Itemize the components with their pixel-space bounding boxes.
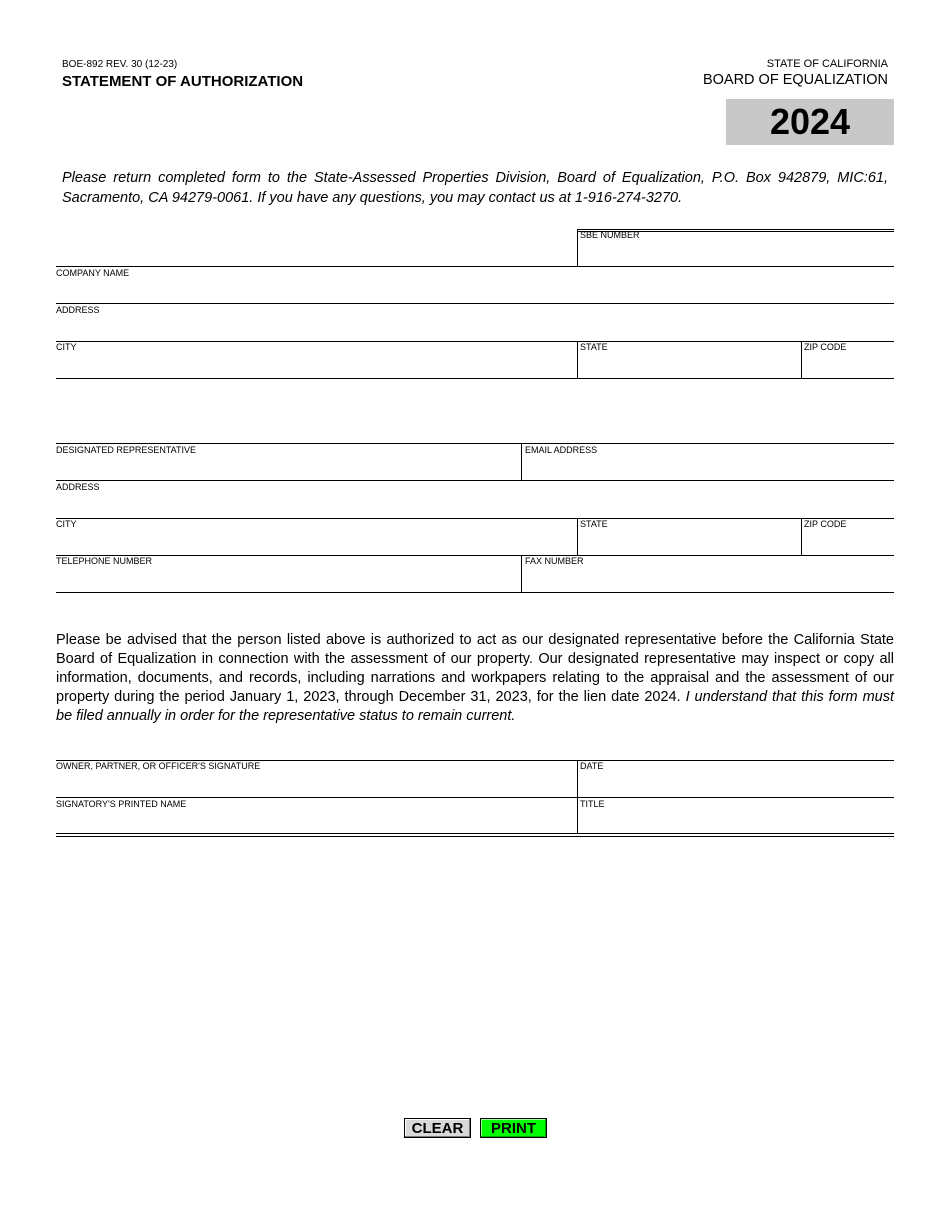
- form-number: BOE-892 REV. 30 (12-23): [62, 59, 178, 70]
- divider: [56, 518, 894, 519]
- date-label: DATE: [580, 761, 604, 771]
- designated-representative-input[interactable]: [56, 420, 894, 440]
- divider: [56, 303, 894, 304]
- company-zip-input[interactable]: [804, 355, 894, 375]
- divider: [56, 833, 894, 834]
- company-address-label: ADDRESS: [56, 305, 100, 315]
- print-button[interactable]: PRINT: [480, 1118, 547, 1138]
- divider: [56, 555, 894, 556]
- fax-input[interactable]: [525, 569, 894, 589]
- representative-address-line2-input[interactable]: [56, 495, 894, 515]
- company-state-input[interactable]: [580, 355, 798, 375]
- representative-address-label: ADDRESS: [56, 482, 100, 492]
- title-label: TITLE: [580, 799, 605, 809]
- printed-name-label: SIGNATORY'S PRINTED NAME: [56, 799, 187, 809]
- designated-representative-label: DESIGNATED REPRESENTATIVE: [56, 445, 197, 455]
- authorization-italic-note: I understand that this form must be filed annually in order for the representative status to remain current.: [56, 689, 894, 724]
- sbe-number-input[interactable]: [580, 243, 892, 263]
- title-input[interactable]: [580, 812, 894, 832]
- company-zip-label: ZIP CODE: [804, 342, 847, 352]
- clear-button[interactable]: CLEAR: [404, 1118, 471, 1138]
- divider: [801, 341, 802, 378]
- date-input[interactable]: [580, 775, 894, 795]
- authorization-body: Please be advised that the person listed above is authorized to act as our designated representative before the California State Board of Equalization in connection with the assessment of our property. Our designated representative may inspect or copy all information, documents, and records, including narrations and workpapers relating to the appraisal and the assessment of our property during the period January 1, 2023, through December 31, 2023, for the lien date 2024.: [56, 632, 894, 705]
- company-name-label: COMPANY NAME: [56, 268, 130, 278]
- representative-state-label: STATE: [580, 519, 608, 529]
- divider: [577, 229, 578, 266]
- telephone-input[interactable]: [56, 569, 518, 589]
- divider: [56, 266, 894, 267]
- divider: [801, 518, 802, 555]
- company-address-input[interactable]: [56, 281, 894, 301]
- representative-city-input[interactable]: [56, 532, 574, 552]
- company-address-line2-input[interactable]: [56, 318, 894, 338]
- divider: [56, 836, 894, 837]
- representative-address-input[interactable]: [56, 458, 518, 478]
- sbe-number-label: SBE NUMBER: [580, 230, 640, 240]
- signature-label: OWNER, PARTNER, OR OFFICER'S SIGNATURE: [56, 761, 261, 771]
- return-instructions: Please return completed form to the State-Assessed Properties Division, Board of Equalization, P.O. Box 942879, MIC:61, Sacramento, CA 94279-0061. If you have any questions, you may contact us at 1-916-274-3270.: [62, 170, 888, 206]
- representative-city-label: CITY: [56, 519, 77, 529]
- divider: [56, 341, 894, 342]
- company-name-input[interactable]: [56, 243, 574, 263]
- company-state-label: STATE: [580, 342, 608, 352]
- divider: [56, 797, 894, 798]
- representative-zip-label: ZIP CODE: [804, 519, 847, 529]
- fax-label: FAX NUMBER: [525, 556, 584, 566]
- representative-zip-input[interactable]: [804, 532, 894, 552]
- printed-name-input[interactable]: [56, 812, 574, 832]
- divider: [56, 378, 894, 379]
- authorization-statement: [56, 631, 894, 726]
- divider: [56, 480, 894, 481]
- divider: [521, 443, 522, 480]
- tax-year-badge: 2024: [726, 99, 894, 145]
- email-input[interactable]: [525, 458, 894, 478]
- divider: [577, 518, 578, 555]
- company-city-label: CITY: [56, 342, 77, 352]
- divider: [56, 443, 894, 444]
- email-label: EMAIL ADDRESS: [525, 445, 598, 455]
- signature-input[interactable]: [56, 775, 574, 795]
- representative-state-input[interactable]: [580, 532, 798, 552]
- divider: [56, 592, 894, 593]
- divider: [521, 555, 522, 592]
- telephone-label: TELEPHONE NUMBER: [56, 556, 153, 566]
- divider: [577, 341, 578, 378]
- state-name: STATE OF CALIFORNIA: [766, 58, 888, 70]
- agency-name: BOARD OF EQUALIZATION: [702, 72, 888, 88]
- form-title: STATEMENT OF AUTHORIZATION: [62, 73, 304, 90]
- company-city-input[interactable]: [56, 355, 574, 375]
